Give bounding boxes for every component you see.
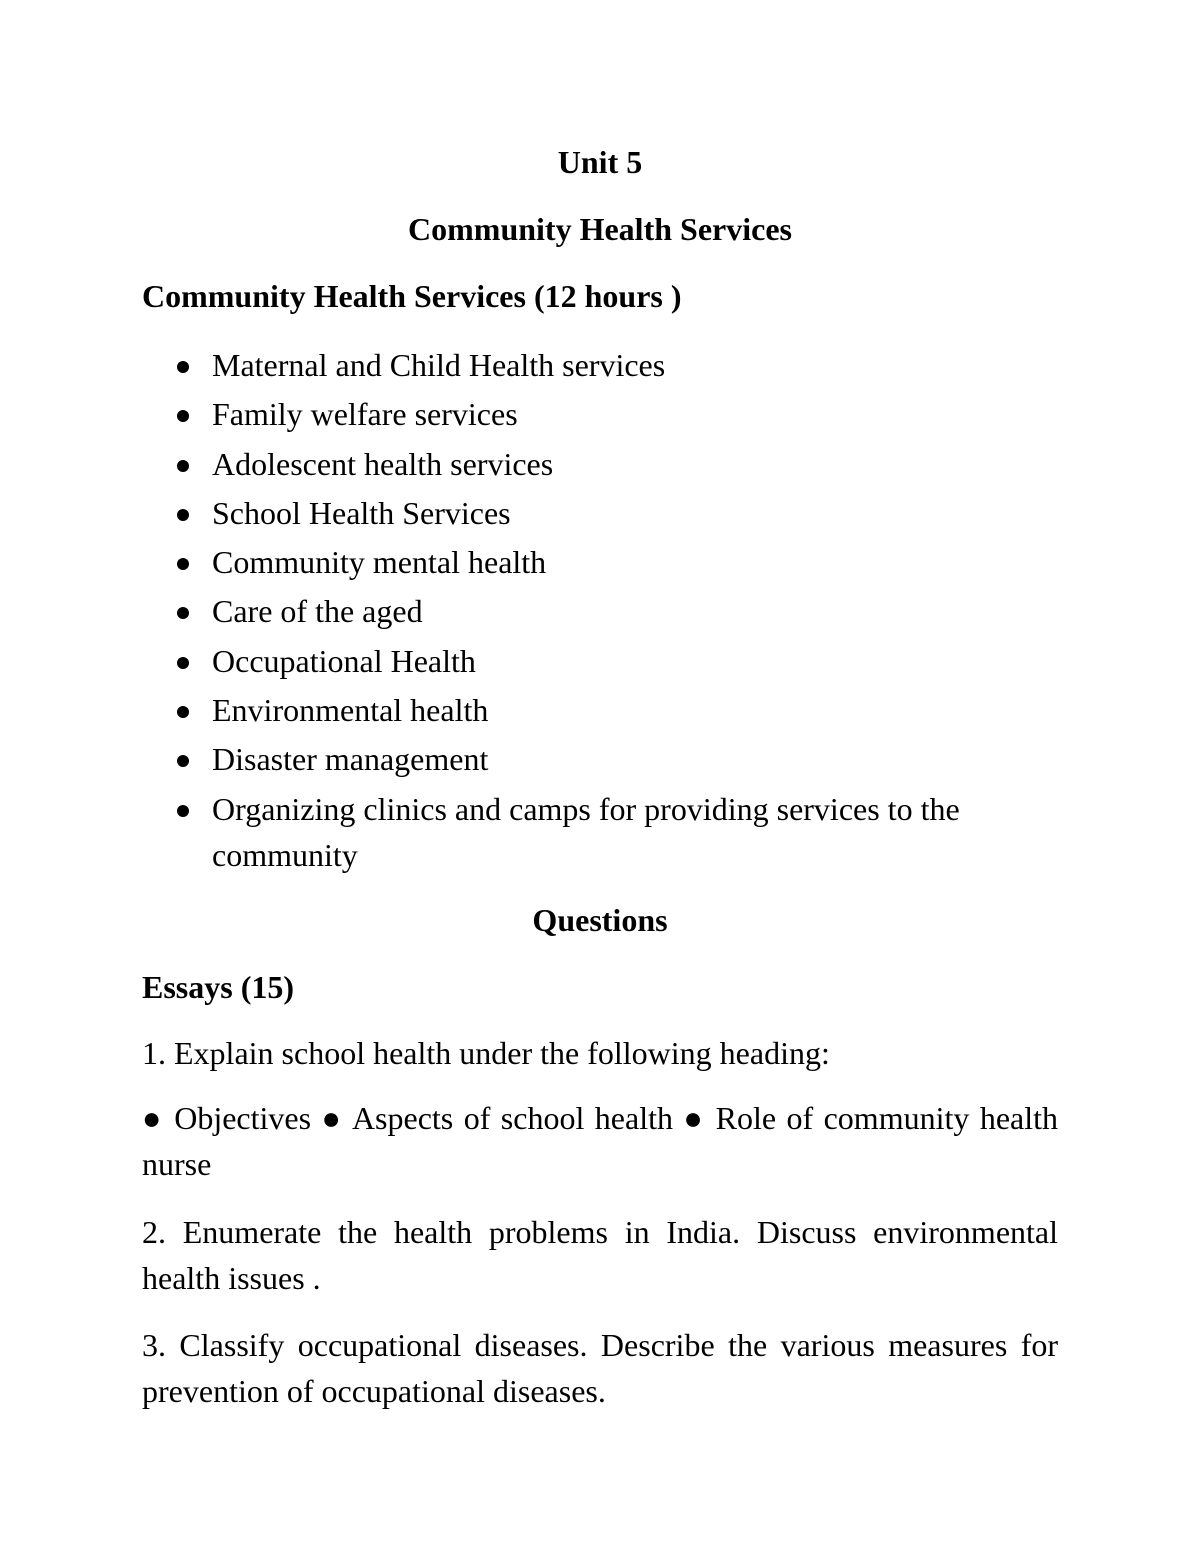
questions-title: Questions <box>532 902 668 938</box>
list-item <box>142 441 1072 487</box>
topic-text: Environmental health <box>212 692 489 729</box>
question-1-points: ● Objectives ● Aspects of school health ● Role of community health nurse <box>142 1100 1058 1182</box>
list-item <box>142 687 1072 733</box>
topic-text: Care of the aged <box>212 593 423 630</box>
topic-text: School Health Services <box>212 494 511 531</box>
list-item <box>142 490 1072 536</box>
bullet-icon <box>177 607 189 619</box>
bullet-icon <box>177 706 189 718</box>
list-item <box>142 736 1072 782</box>
topic-text: Disaster management <box>212 741 489 778</box>
list-item <box>142 391 1072 437</box>
syllabus-heading: Community Health Services (12 hours ) <box>142 278 682 314</box>
bullet-icon <box>177 558 189 570</box>
bullet-icon <box>177 805 189 817</box>
bullet-icon <box>177 410 189 422</box>
unit-title: Unit 5 <box>557 144 643 180</box>
bullet-icon <box>177 657 189 669</box>
list-item <box>142 786 1072 878</box>
topic-text: Adolescent health services <box>212 445 554 482</box>
question-3: 3. Classify occupational diseases. Describe the various measures for prevention of occupational diseases. <box>142 1327 1058 1409</box>
list-item <box>142 588 1072 634</box>
topic-text: Occupational Health <box>212 642 476 679</box>
topic-text: Maternal and Child Health services <box>212 347 666 383</box>
question-1: 1. Explain school health under the following heading: <box>142 1035 830 1071</box>
essays-heading: Essays (15) <box>142 969 295 1005</box>
bullet-icon <box>177 755 189 767</box>
topic-list <box>142 342 1072 881</box>
bullet-icon <box>177 361 189 373</box>
question-2: 2. Enumerate the health problems in India. Discuss environmental health issues . <box>142 1214 1058 1296</box>
list-item <box>142 342 1072 388</box>
list-item <box>142 638 1072 684</box>
topic-text: Family welfare services <box>212 396 518 433</box>
list-item <box>142 539 1072 585</box>
topic-text: Community mental health <box>212 544 547 581</box>
document-title: Community Health Services <box>408 211 792 247</box>
bullet-icon <box>177 460 189 472</box>
bullet-icon <box>177 509 189 521</box>
topic-text: Organizing clinics and camps for providing services to the community <box>212 790 960 873</box>
